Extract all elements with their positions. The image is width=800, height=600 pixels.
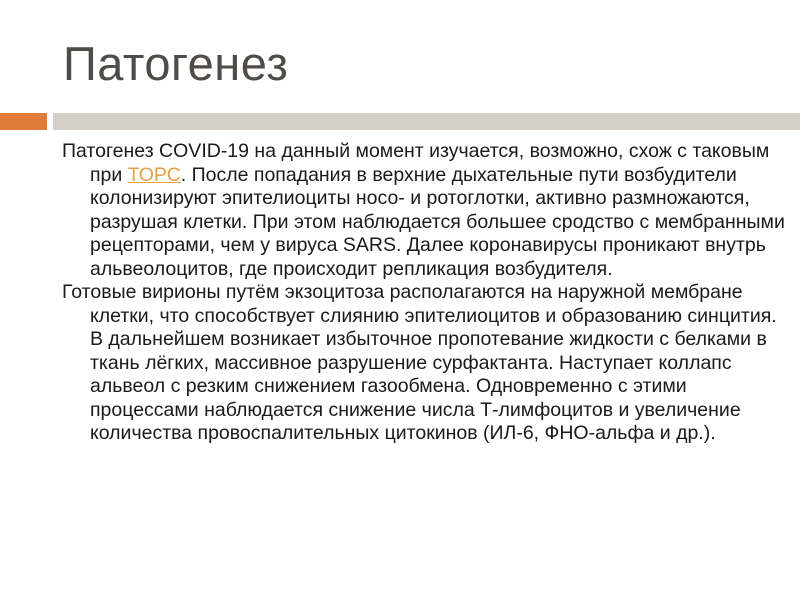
slide-body (62, 140, 787, 446)
paragraph-pathogenesis (62, 140, 787, 281)
title-divider-bar (53, 113, 800, 130)
paragraph-1-text-start: Патогенез COVID-19 на данный момент изучается, возможно, схож с таковым при (62, 140, 770, 186)
title-accent-bar (0, 113, 47, 130)
paragraph-virions: Готовые вирионы путём экзоцитоза располагаются на наружной мембране клетки, что способствует слиянию эпителиоцитов и образованию синцития. В дальнейшем возникает избыточное пропотевание жидкости с белками в ткань лёгких, массивное разрушение сурфактанта. Наступает коллапс альвеол с резким снижением газообмена. Одновременно с этими процессами наблюдается снижение числа Т-лимфоцитов и увеличение количества провоспалительных цитокинов (ИЛ-6, ФНО-альфа и др.). (62, 281, 777, 444)
paragraph-1-text-end: . После попадания в верхние дыхательные пути возбудители колонизируют эпителиоциты носо- и ротоглотки, активно размножаются, разрушая клетки. При этом наблюдается большее сродство с мембранными рецепторами, чем у вируса SARS. Далее коронавирусы проникают внутрь альвеолоцитов, где происходит репликация возбудителя. (90, 163, 785, 280)
sars-link[interactable]: ТОРС (127, 163, 181, 186)
slide-title: Патогенез (63, 37, 289, 90)
